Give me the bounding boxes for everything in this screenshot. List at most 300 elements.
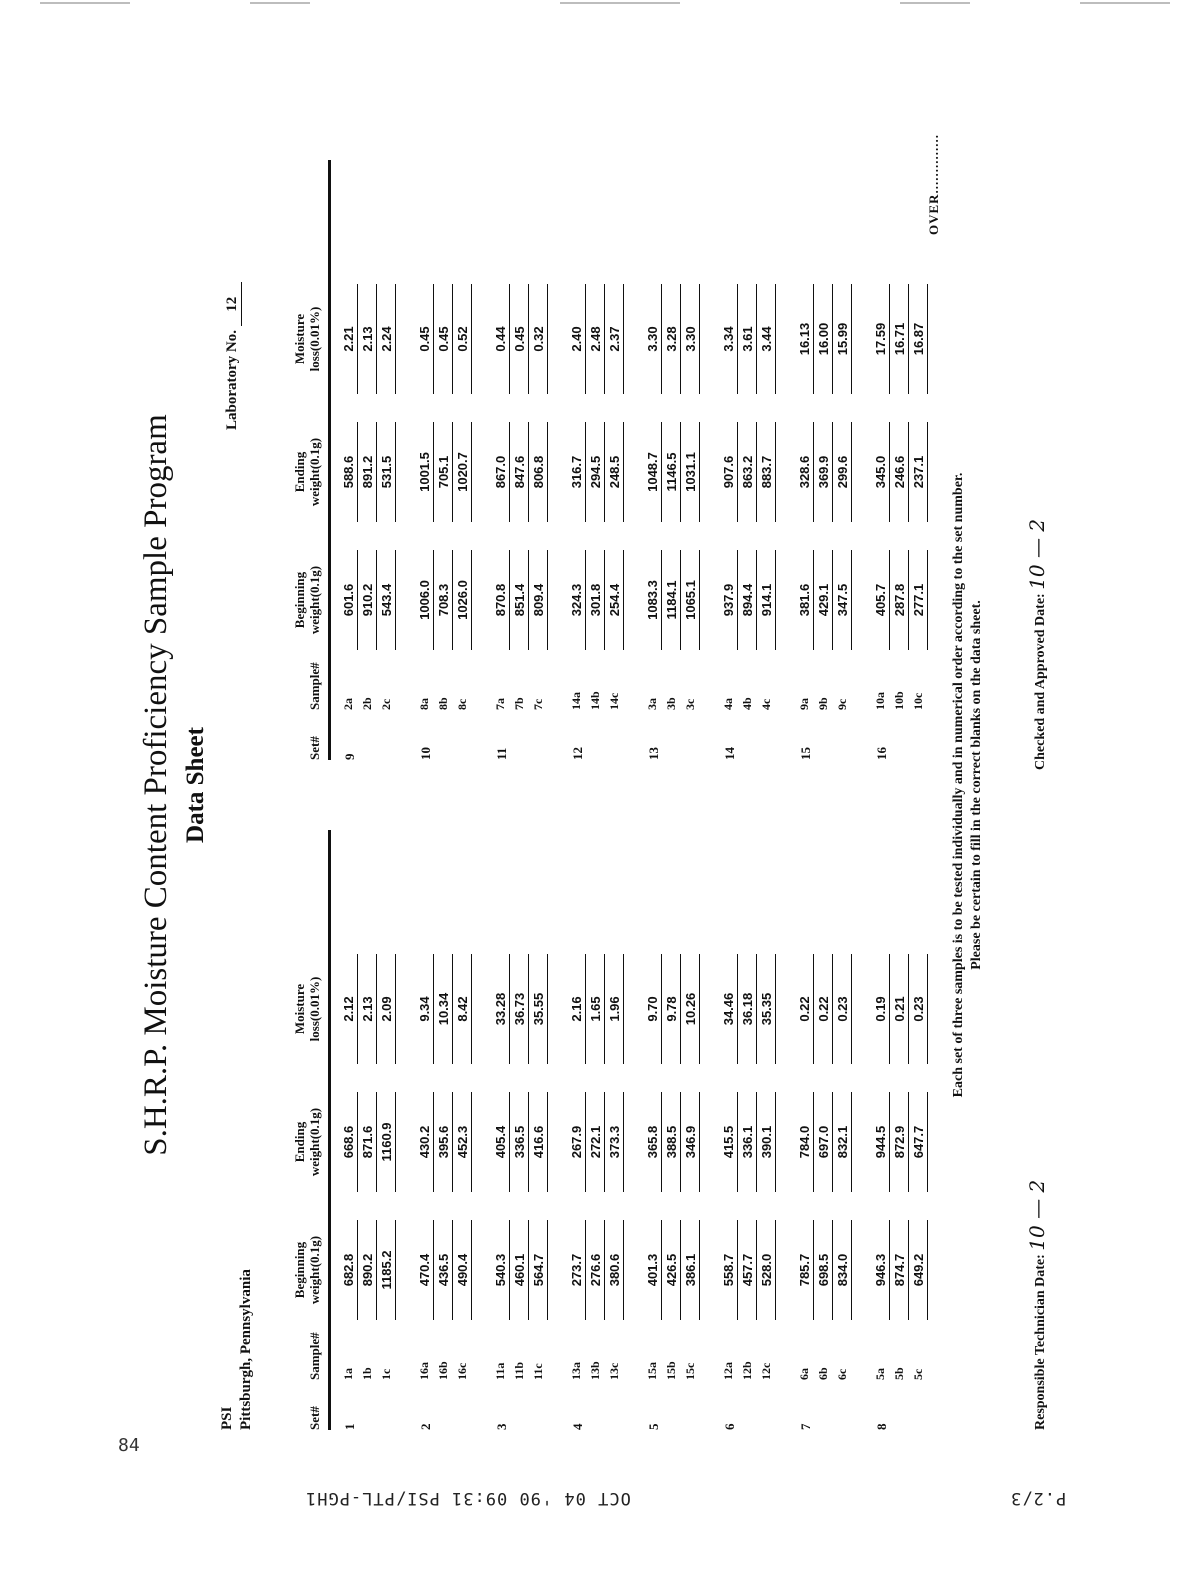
ending-weight-value: 415.5 [721,1092,738,1192]
beginning-weight-value: 277.1 [911,550,928,650]
moisture-loss-value: 2.24 [379,284,396,394]
moisture-loss-value: 15.99 [835,284,852,394]
table-row [358,954,377,1380]
set-group [643,160,700,760]
set-group [795,830,852,1430]
set-number: 2 [418,1423,433,1430]
moisture-loss-value: 9.34 [417,954,434,1064]
ending-weight-value: 784.0 [797,1092,814,1192]
fax-transmission-header: OCT 04 '90 09:31 PSI/PTL-PGH1 [305,1488,631,1508]
table-row [510,284,529,710]
sample-id: 14b [588,691,602,710]
sample-id: 11b [512,1361,526,1380]
beginning-weight-value: 401.3 [645,1220,662,1320]
set-number: 13 [646,747,661,760]
fax-page-count: P.2/3 [1010,1488,1067,1508]
ending-weight-value: 907.6 [721,422,738,522]
table-row [795,954,814,1380]
moisture-loss-value: 35.55 [531,954,548,1064]
table-row [377,284,396,710]
moisture-loss-value: 8.42 [455,954,472,1064]
set-number: 3 [494,1423,509,1430]
beginning-weight-value: 890.2 [360,1220,377,1320]
col-beginning-weight: Beginning weight(0.1g) [292,1235,322,1305]
set-group [795,160,852,760]
sample-id: 5c [911,1368,925,1380]
set-number: 6 [722,1423,737,1430]
ending-weight-value: 944.5 [873,1092,890,1192]
table-row [510,954,529,1380]
moisture-loss-value: 3.30 [645,284,662,394]
ending-weight-value: 806.8 [531,422,548,522]
table-row [662,284,681,710]
moisture-loss-value: 2.12 [341,954,358,1064]
set-group [719,830,776,1430]
moisture-loss-value: 3.30 [683,284,700,394]
beginning-weight-value: 558.7 [721,1220,738,1320]
sample-id: 6c [835,1368,849,1380]
sample-id: 2c [379,698,393,710]
sample-id: 14a [569,692,583,710]
table-row [605,284,624,710]
set-number: 11 [494,747,509,760]
ending-weight-value: 267.9 [569,1092,586,1192]
moisture-loss-value: 2.21 [341,284,358,394]
sample-id: 5b [892,1367,906,1380]
set-group [871,830,928,1430]
sample-id: 12b [740,1361,754,1380]
set-number: 8 [874,1423,889,1430]
ending-weight-value: 365.8 [645,1092,662,1192]
moisture-loss-value: 0.52 [455,284,472,394]
ending-weight-value: 336.1 [740,1092,757,1192]
ending-weight-value: 405.4 [493,1092,510,1192]
moisture-loss-value: 9.78 [664,954,681,1064]
ending-weight-value: 328.6 [797,422,814,522]
moisture-loss-value: 2.13 [360,284,377,394]
ending-weight-value: 430.2 [417,1092,434,1192]
col-sample: Sample# [307,1332,322,1380]
laboratory-number [224,282,242,430]
moisture-loss-value: 0.19 [873,954,890,1064]
set-group [643,830,700,1430]
set-groups [339,830,928,1430]
set-number: 7 [798,1423,813,1430]
ending-weight-value: 345.0 [873,422,890,522]
table-row [643,284,662,710]
ending-weight-value: 248.5 [607,422,624,522]
sample-id: 16c [455,1362,469,1380]
sample-id: 12c [759,1362,773,1380]
sample-id: 8c [455,698,469,710]
moisture-loss-value: 3.34 [721,284,738,394]
beginning-weight-value: 937.9 [721,550,738,650]
sample-id: 15b [664,1361,678,1380]
beginning-weight-value: 682.8 [341,1220,358,1320]
table-row [890,954,909,1380]
instructions-line-2: Please be certain to fill in the correct blanks on the data sheet. [969,600,984,970]
table-row [662,954,681,1380]
table-row [719,954,738,1380]
ending-weight-value: 390.1 [759,1092,776,1192]
table-row [339,284,358,710]
set-number: 15 [798,747,813,760]
laboratory-number-value: 12 [224,282,242,326]
moisture-loss-value: 0.45 [512,284,529,394]
header-rule [328,830,331,1430]
ending-weight-value: 891.2 [360,422,377,522]
beginning-weight-value: 1026.0 [455,550,472,650]
moisture-loss-value: 16.13 [797,284,814,394]
beginning-weight-value: 1184.1 [664,550,681,650]
sample-id: 8b [436,697,450,710]
table-row [795,284,814,710]
technician-signature [1025,1180,1049,1430]
beginning-weight-value: 460.1 [512,1220,529,1320]
table-row [738,284,757,710]
sample-id: 10c [911,692,925,710]
sample-id: 7b [512,697,526,710]
moisture-loss-value: 10.34 [436,954,453,1064]
ending-weight-value: 1020.7 [455,422,472,522]
moisture-loss-value: 3.44 [759,284,776,394]
beginning-weight-value: 457.7 [740,1220,757,1320]
beginning-weight-value: 528.0 [759,1220,776,1320]
moisture-loss-value: 0.45 [417,284,434,394]
table-row [434,954,453,1380]
instructions-footnote [950,140,986,1430]
set-number: 5 [646,1423,661,1430]
page-number: 84 [118,1435,140,1456]
moisture-loss-value: 2.37 [607,284,624,394]
ending-weight-value: 452.3 [455,1092,472,1192]
set-group [415,160,472,760]
sample-id: 3c [683,698,697,710]
table-row [757,954,776,1380]
sample-id: 15c [683,1362,697,1380]
moisture-loss-value: 2.48 [588,284,605,394]
set-group [491,160,548,760]
beginning-weight-value: 946.3 [873,1220,890,1320]
beginning-weight-value: 276.6 [588,1220,605,1320]
ending-weight-value: 863.2 [740,422,757,522]
set-group [567,830,624,1430]
beginning-weight-value: 894.4 [740,550,757,650]
ending-weight-value: 668.6 [341,1092,358,1192]
table-row [491,954,510,1380]
table-row [909,954,928,1380]
table-row [377,954,396,1380]
beginning-weight-value: 809.4 [531,550,548,650]
moisture-loss-value: 16.00 [816,284,833,394]
table-row [567,954,586,1380]
sample-id: 9a [797,698,811,710]
column-headers [278,830,322,1430]
table-row [415,954,434,1380]
beginning-weight-value: 708.3 [436,550,453,650]
organization-name: PSI [219,1406,235,1430]
beginning-weight-value: 698.5 [816,1220,833,1320]
ending-weight-value: 299.6 [835,422,852,522]
ending-weight-value: 1048.7 [645,422,662,522]
ending-weight-value: 588.6 [341,422,358,522]
ending-weight-value: 871.6 [360,1092,377,1192]
beginning-weight-value: 381.6 [797,550,814,650]
sample-id: 1b [360,1367,374,1380]
table-row [567,284,586,710]
sample-id: 11a [493,1362,507,1380]
sample-id: 16a [417,1362,431,1380]
set-group [719,160,776,760]
beginning-weight-value: 1083.3 [645,550,662,650]
sample-id: 8a [417,698,431,710]
col-ending-weight: Ending weight(0.1g) [292,437,322,507]
table-row [453,284,472,710]
table-row [681,954,700,1380]
moisture-loss-value: 1.65 [588,954,605,1064]
set-number: 14 [722,747,737,760]
moisture-loss-value: 3.28 [664,284,681,394]
laboratory-label: Laboratory No. [224,330,240,430]
ending-weight-value: 272.1 [588,1092,605,1192]
beginning-weight-value: 347.5 [835,550,852,650]
set-group [339,160,396,760]
sample-id: 2b [360,697,374,710]
sets-table-left [278,830,947,1430]
data-sheet [120,133,1080,1430]
ending-weight-value: 369.9 [816,422,833,522]
moisture-loss-value: 2.16 [569,954,586,1064]
over-label: OVER.............. [926,133,941,235]
sample-id: 9b [816,697,830,710]
beginning-weight-value: 287.8 [892,550,909,650]
table-row [434,284,453,710]
sample-id: 12a [721,1362,735,1380]
ending-weight-value: 531.5 [379,422,396,522]
beginning-weight-value: 543.4 [379,550,396,650]
set-number: 10 [418,747,433,760]
beginning-weight-value: 405.7 [873,550,890,650]
moisture-loss-value: 35.35 [759,954,776,1064]
table-row [871,954,890,1380]
table-row [814,284,833,710]
beginning-weight-value: 436.5 [436,1220,453,1320]
moisture-loss-value: 2.13 [360,954,377,1064]
sample-id: 13c [607,1362,621,1380]
sample-id: 9c [835,698,849,710]
set-number: 1 [342,1423,357,1430]
ending-weight-value: 246.6 [892,422,909,522]
table-row [681,284,700,710]
table-row [453,954,472,1380]
sample-id: 2a [341,698,355,710]
ending-weight-value: 647.7 [911,1092,928,1192]
ending-weight-value: 832.1 [835,1092,852,1192]
moisture-loss-value: 3.61 [740,284,757,394]
beginning-weight-value: 490.4 [455,1220,472,1320]
sets-table-right [278,160,947,760]
beginning-weight-value: 470.4 [417,1220,434,1320]
moisture-loss-value: 17.59 [873,284,890,394]
col-moisture-loss: Moisture loss(0.01%) [292,976,322,1042]
sample-id: 10b [892,691,906,710]
set-group [491,830,548,1430]
ending-weight-value: 388.5 [664,1092,681,1192]
col-ending-weight: Ending weight(0.1g) [292,1107,322,1177]
beginning-weight-value: 254.4 [607,550,624,650]
beginning-weight-value: 1185.2 [379,1220,396,1320]
ending-weight-value: 872.9 [892,1092,909,1192]
set-group [567,160,624,760]
beginning-weight-value: 324.3 [569,550,586,650]
checked-date: 10 — 2 [1025,518,1049,590]
sample-id: 16b [436,1361,450,1380]
organization-location: Pittsburgh, Pennsylvania [238,1269,254,1430]
beginning-weight-value: 914.1 [759,550,776,650]
ending-weight-value: 1146.5 [664,422,681,522]
sheet-subtitle: Data Sheet [182,727,209,843]
beginning-weight-value: 870.8 [493,550,510,650]
beginning-weight-value: 1065.1 [683,550,700,650]
sample-id: 14c [607,692,621,710]
header-rule [328,160,331,760]
technician-date: 10 — 2 [1025,1179,1049,1251]
table-row [586,284,605,710]
column-headers [278,160,322,760]
ending-weight-value: 346.9 [683,1092,700,1192]
moisture-loss-value: 16.87 [911,284,928,394]
set-number: 4 [570,1423,585,1430]
table-row [719,284,738,710]
moisture-loss-value: 16.71 [892,284,909,394]
ending-weight-value: 883.7 [759,422,776,522]
set-group [871,160,928,760]
col-sample: Sample# [307,662,322,710]
checked-label: Checked and Approved Date: [1033,593,1048,770]
sample-id: 15a [645,1362,659,1380]
table-row [833,954,852,1380]
ending-weight-value: 847.6 [512,422,529,522]
col-beginning-weight: Beginning weight(0.1g) [292,565,322,635]
sample-id: 13b [588,1361,602,1380]
table-row [890,284,909,710]
sample-id: 3b [664,697,678,710]
ending-weight-value: 294.5 [588,422,605,522]
beginning-weight-value: 273.7 [569,1220,586,1320]
sample-id: 3a [645,698,659,710]
ending-weight-value: 1031.1 [683,422,700,522]
ending-weight-value: 1160.9 [379,1092,396,1192]
moisture-loss-value: 0.44 [493,284,510,394]
set-number: 9 [342,753,357,760]
sample-id: 13a [569,1362,583,1380]
beginning-weight-value: 851.4 [512,550,529,650]
sample-id: 4b [740,697,754,710]
table-row [529,284,548,710]
sample-id: 7a [493,698,507,710]
beginning-weight-value: 426.5 [664,1220,681,1320]
set-number: 12 [570,747,585,760]
ending-weight-value: 697.0 [816,1092,833,1192]
sample-id: 1c [379,1368,393,1380]
sheet-title: S.H.R.P. Moisture Content Proficiency Sample Program [138,414,174,1156]
sample-id: 10a [873,692,887,710]
beginning-weight-value: 301.8 [588,550,605,650]
beginning-weight-value: 540.3 [493,1220,510,1320]
beginning-weight-value: 785.7 [797,1220,814,1320]
table-row [358,284,377,710]
moisture-loss-value: 2.40 [569,284,586,394]
moisture-loss-value: 36.18 [740,954,757,1064]
checked-approved-signature [1025,519,1049,770]
ending-weight-value: 705.1 [436,422,453,522]
set-group [339,830,396,1430]
moisture-loss-value: 0.23 [835,954,852,1064]
table-row [529,954,548,1380]
moisture-loss-value: 0.45 [436,284,453,394]
moisture-loss-value: 1.96 [607,954,624,1064]
ending-weight-value: 316.7 [569,422,586,522]
organization-block [218,1269,256,1430]
moisture-loss-value: 0.22 [816,954,833,1064]
moisture-loss-value: 0.21 [892,954,909,1064]
beginning-weight-value: 649.2 [911,1220,928,1320]
sample-id: 7c [531,698,545,710]
table-row [339,954,358,1380]
ending-weight-value: 237.1 [911,422,928,522]
col-set: Set# [307,736,322,760]
sample-id: 1a [341,1368,355,1380]
moisture-loss-value: 0.23 [911,954,928,1064]
table-row [586,954,605,1380]
set-groups [339,160,928,760]
sample-id: 4a [721,698,735,710]
moisture-loss-value: 36.73 [512,954,529,1064]
moisture-loss-value: 0.22 [797,954,814,1064]
table-row [833,284,852,710]
table-row [757,284,776,710]
table-row [643,954,662,1380]
instructions-line-1: Each set of three samples is to be tested individually and in numerical order according to the set number. [951,472,966,1098]
beginning-weight-value: 834.0 [835,1220,852,1320]
table-row [909,284,928,710]
ending-weight-value: 867.0 [493,422,510,522]
moisture-loss-value: 33.28 [493,954,510,1064]
sample-id: 6a [797,1368,811,1380]
ending-weight-value: 373.3 [607,1092,624,1192]
beginning-weight-value: 1006.0 [417,550,434,650]
ending-weight-value: 1001.5 [417,422,434,522]
moisture-loss-value: 10.26 [683,954,700,1064]
beginning-weight-value: 380.6 [607,1220,624,1320]
beginning-weight-value: 386.1 [683,1220,700,1320]
col-set: Set# [307,1406,322,1430]
sample-id: 5a [873,1368,887,1380]
table-row [605,954,624,1380]
set-number: 16 [874,747,889,760]
ending-weight-value: 395.6 [436,1092,453,1192]
beginning-weight-value: 601.6 [341,550,358,650]
sample-id: 11c [531,1363,545,1380]
set-group [415,830,472,1430]
table-row [491,284,510,710]
ending-weight-value: 416.6 [531,1092,548,1192]
technician-label: Responsible Technician Date: [1033,1254,1048,1430]
table-row [814,954,833,1380]
ending-weight-value: 336.5 [512,1092,529,1192]
moisture-loss-value: 9.70 [645,954,662,1064]
table-row [738,954,757,1380]
